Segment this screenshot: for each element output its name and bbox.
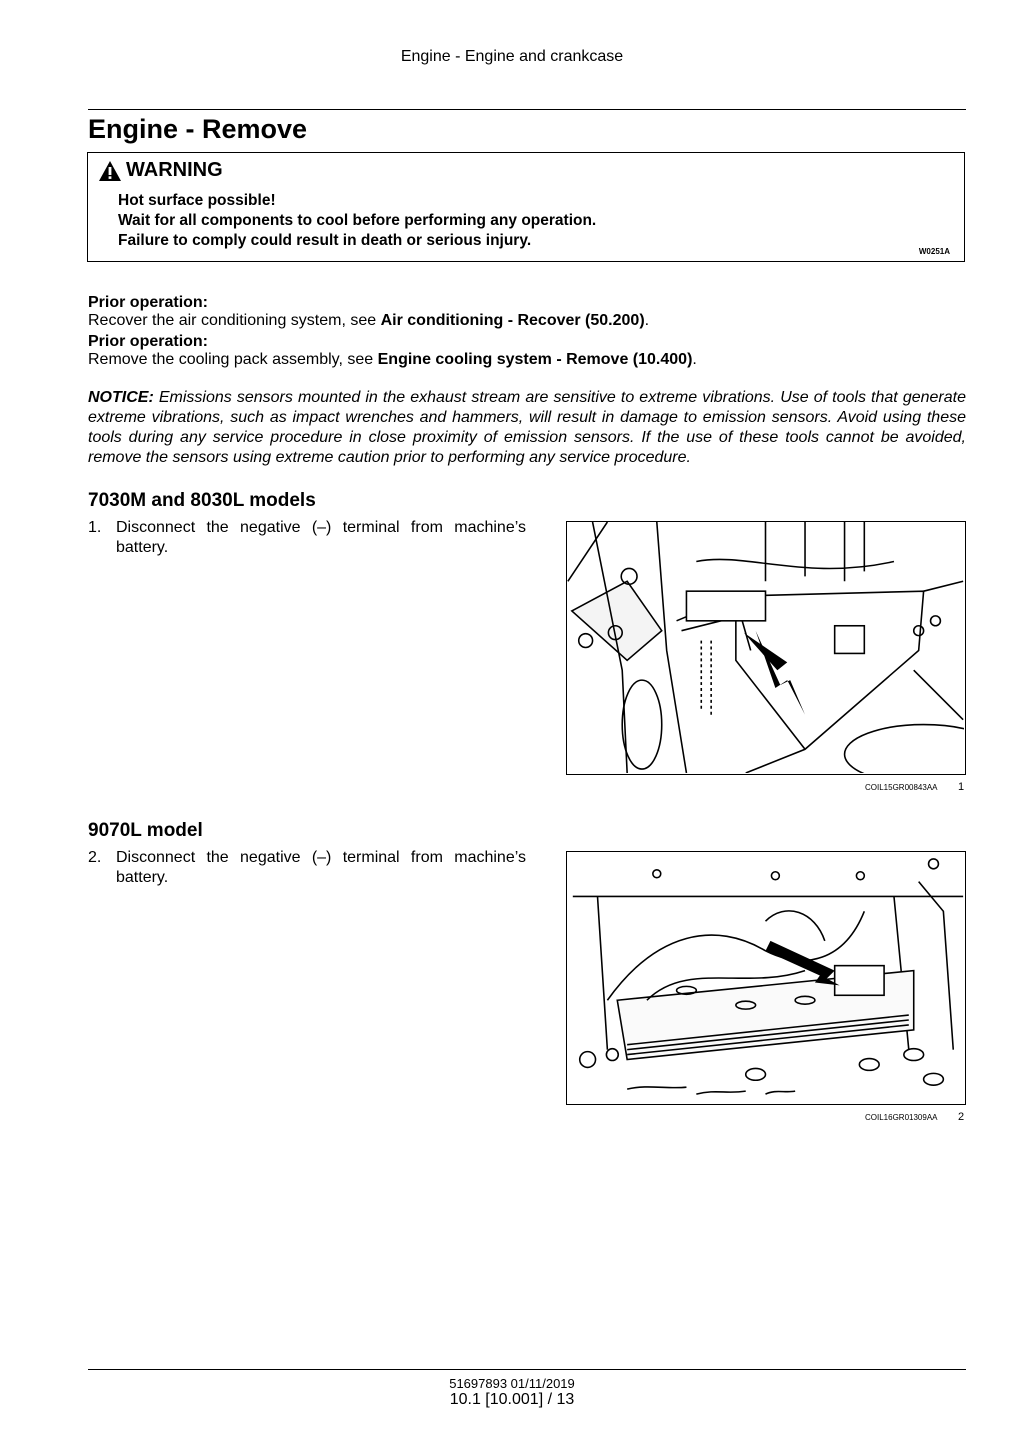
step-1: [88, 518, 526, 558]
prior-operation-link[interactable]: Engine cooling system - Remove (10.400): [377, 351, 693, 368]
step-2: [88, 848, 526, 888]
warning-text: [118, 191, 596, 251]
warning-triangle-icon: [98, 160, 122, 182]
step-text: Disconnect the negative (–) terminal from machine’s battery.: [116, 519, 526, 556]
figure-number: 2: [958, 1111, 965, 1123]
step-number: 1.: [88, 519, 102, 536]
notice-label: NOTICE:: [88, 389, 154, 406]
step-text: Disconnect the negative (–) terminal from machine’s battery.: [116, 849, 526, 886]
figure-caption: COIL16GR01309AA: [865, 1113, 938, 1122]
figure-caption: COIL15GR00843AA: [865, 783, 938, 792]
warning-line: Wait for all components to cool before performing any operation.: [118, 212, 597, 229]
notice-text: Emissions sensors mounted in the exhaust stream are sensitive to extreme vibrations. Use of tools that generate extreme vibrations, such as impact wrenches and hammers, will result in damage to emission sensors. Avoid using these tools during any service procedure in close proximity of emission sensors. If the use of these tools cannot be avoided, remove the sensors using extreme caution prior to performing any service procedure.: [88, 389, 966, 466]
battery-line-drawing: [567, 522, 964, 773]
subsection-title: 7030M and 8030L models: [88, 490, 316, 511]
prior-operation-link[interactable]: Air conditioning - Recover (50.200): [380, 312, 645, 329]
subsection-title: 9070L model: [88, 820, 203, 841]
notice-paragraph: [88, 388, 966, 468]
running-header: Engine - Engine and crankcase: [400, 48, 624, 65]
figure-battery-7030m: [566, 521, 966, 775]
prior-operation-label: Prior operation:: [88, 333, 209, 350]
warning-code: W0251A: [918, 247, 950, 256]
footer-rule: [88, 1369, 966, 1370]
step-number: 2.: [88, 849, 102, 866]
prior-operation-tail: .: [644, 312, 650, 329]
battery-line-drawing: [567, 852, 964, 1103]
section-title: Engine - Remove: [88, 114, 308, 144]
prior-operation-text: Remove the cooling pack assembly, see: [88, 351, 378, 368]
warning-label: WARNING: [126, 159, 223, 181]
prior-operation-text: Recover the air conditioning system, see: [88, 312, 381, 329]
footer-document-id: 51697893 01/11/2019: [449, 1376, 575, 1391]
header-rule: [88, 109, 966, 110]
prior-operation-label: Prior operation:: [88, 294, 209, 311]
warning-box: [87, 152, 965, 262]
warning-line: Hot surface possible!: [118, 192, 276, 209]
prior-operation-1: [88, 294, 649, 330]
prior-operation-tail: .: [692, 351, 697, 368]
footer-page-number: 10.1 [10.001] / 13: [449, 1391, 575, 1408]
figure-battery-9070l: [566, 851, 966, 1105]
prior-operation-2: [88, 333, 697, 369]
warning-line: Failure to comply could result in death or serious injury.: [118, 232, 532, 249]
warning-heading: [98, 159, 223, 182]
figure-number: 1: [958, 781, 965, 793]
